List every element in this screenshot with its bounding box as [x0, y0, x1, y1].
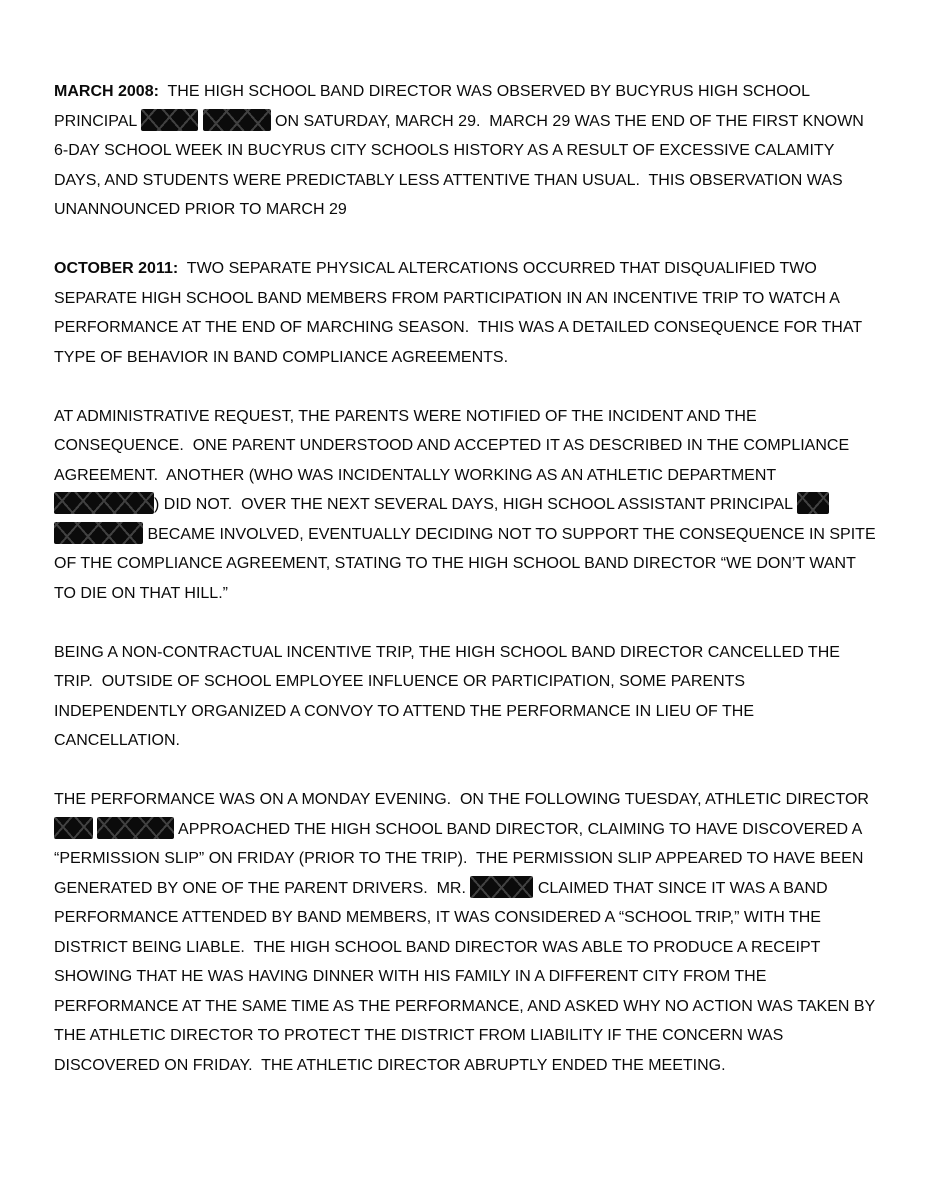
paragraph — [54, 254, 876, 372]
text-run — [198, 113, 202, 130]
text-run: THE PERFORMANCE WAS ON A MONDAY EVENING. ON THE FOLLOWING TUESDAY, ATHLETIC DIRECTOR — [54, 791, 874, 808]
redaction-box — [54, 817, 93, 839]
redaction-box — [54, 522, 143, 544]
redaction-box — [54, 492, 154, 514]
text-run: AT ADMINISTRATIVE REQUEST, THE PARENTS WERE NOTIFIED OF THE INCIDENT AND THE CONSEQUENCE. ONE PARENT UNDERSTOOD AND ACCEPTED IT AS DESCRIBED IN THE COMPLIANCE AGREEMENT. ANOTHER (WHO WAS INCIDENTALLY WORKING AS AN ATHLETIC DEPARTMENT — [54, 407, 853, 484]
paragraph — [54, 785, 880, 1080]
text-run: ON SATURDAY, MARCH 29. MARCH 29 WAS THE END OF THE FIRST KNOWN 6-DAY SCHOOL WEEK IN BUCYRUS CITY SCHOOLS HISTORY AS A RESULT OF EXCESSIVE CALAMITY DAYS, AND STUDENTS WERE PREDICTABLY LESS ATTENTIVE THAN USUAL. THIS OBSERVATION WAS UNANNOUNCED PRIOR TO MARCH 29 — [54, 112, 869, 218]
text-run: APPROACHED THE HIGH SCHOOL BAND DIRECTOR, CLAIMING TO HAVE DISCOVERED A “PERMISSION SLIP” ON FRIDAY (PRIOR TO THE TRIP). THE PERMISSION SLIP APPEARED TO HAVE BEEN GENERATED BY ONE OF THE PARENT DRIVERS. MR. — [54, 820, 868, 897]
text-run: THE HIGH SCHOOL BAND DIRECTOR WAS OBSERVED BY BUCYRUS HIGH SCHOOL PRINCIPAL — [54, 83, 814, 130]
text-run: CLAIMED THAT SINCE IT WAS A BAND PERFORMANCE ATTENDED BY BAND MEMBERS, IT WAS CONSIDERED A “SCHOOL TRIP,” WITH THE DISTRICT BEING LIABLE. THE HIGH SCHOOL BAND DIRECTOR WAS ABLE TO PRODUCE A RECEIPT SHOWING THAT HE WAS HAVING DINNER WITH HIS FAMILY IN A DIFFERENT CITY FROM THE PERFORMANCE AT THE SAME TIME AS THE PERFORMANCE, AND ASKED WHY NO ACTION WAS TAKEN BY THE ATHLETIC DIRECTOR TO PROTECT THE DISTRICT FROM LIABILITY IF THE CONCERN WAS DISCOVERED ON FRIDAY. THE ATHLETIC DIRECTOR ABRUPTLY ENDED THE MEETING. — [54, 879, 880, 1074]
text-run: ) DID NOT. OVER THE NEXT SEVERAL DAYS, HIGH SCHOOL ASSISTANT PRINCIPAL — [154, 496, 797, 513]
redaction-box — [470, 876, 533, 898]
paragraph — [54, 402, 881, 609]
document-body — [54, 77, 881, 1080]
text-run: BECAME INVOLVED, EVENTUALLY DECIDING NOT TO SUPPORT THE CONSEQUENCE IN SPITE OF THE COMPLIANCE AGREEMENT, STATING TO THE HIGH SCHOOL BAND DIRECTOR “WE DON’T WANT TO DIE ON THAT HILL.” — [54, 525, 881, 602]
redaction-box — [97, 817, 174, 839]
paragraph — [54, 77, 876, 225]
redaction-box — [797, 492, 829, 514]
redaction-box — [203, 109, 271, 131]
redaction-box — [141, 109, 198, 131]
paragraph — [54, 638, 876, 756]
text-run — [829, 496, 833, 513]
date-label: MARCH 2008: — [54, 83, 159, 100]
text-run: TWO SEPARATE PHYSICAL ALTERCATIONS OCCURRED THAT DISQUALIFIED TWO SEPARATE HIGH SCHOOL BAND MEMBERS FROM PARTICIPATION IN AN INCENTIVE TRIP TO WATCH A PERFORMANCE AT THE END OF MARCHING SEASON. THIS WAS A DETAILED CONSEQUENCE FOR THAT TYPE OF BEHAVIOR IN BAND COMPLIANCE AGREEMENTS. — [54, 260, 866, 366]
date-label: OCTOBER 2011: — [54, 260, 179, 277]
text-run: BEING A NON-CONTRACTUAL INCENTIVE TRIP, THE HIGH SCHOOL BAND DIRECTOR CANCELLED THE TRIP. OUTSIDE OF SCHOOL EMPLOYEE INFLUENCE OR PARTICIPATION, SOME PARENTS INDEPENDENTLY ORGANIZED A CONVOY TO ATTEND THE PERFORMANCE IN LIEU OF THE CANCELLATION. — [54, 643, 845, 749]
